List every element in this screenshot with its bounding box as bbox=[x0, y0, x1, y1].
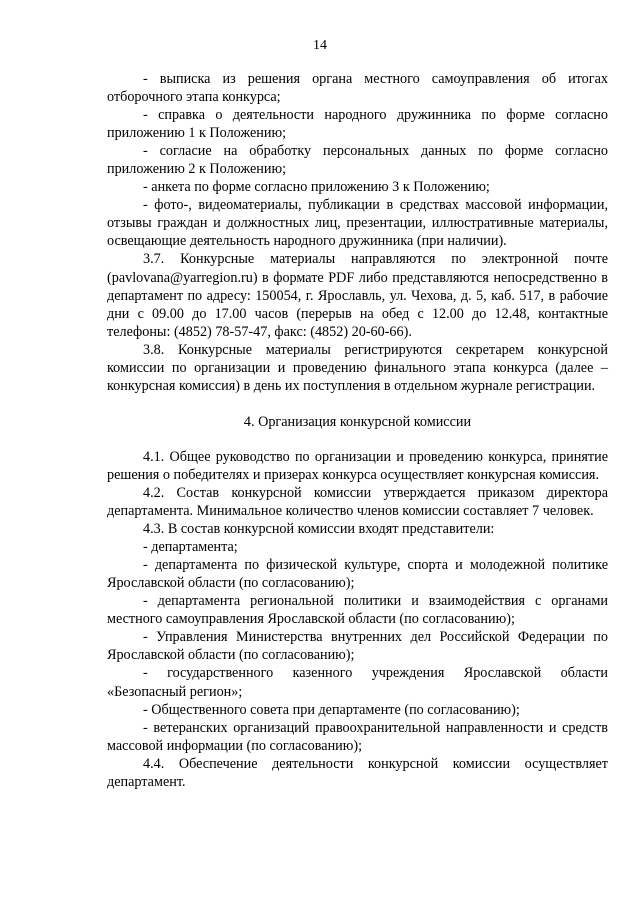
list-item: - справка о деятельности народного дружинника по форме согласно приложению 1 к Положению; bbox=[107, 107, 608, 142]
list-item: - Управления Министерства внутренних дел Российской Федерации по Ярославской области (по согласованию); bbox=[107, 629, 608, 664]
list-item: - согласие на обработку персональных данных по форме согласно приложению 2 к Положению; bbox=[107, 143, 608, 178]
section-heading: 4. Организация конкурсной комиссии bbox=[243, 413, 472, 430]
list-item: - департамента; bbox=[143, 539, 238, 556]
clause-3-7: 3.7. Конкурсные материалы направляются по электронной почте (pavlovana@yarregion.ru) в формате PDF либо представляются непосредственно в департамент по адресу: 150054, г. Ярославль, ул. Чехова, д. 5, каб. 517, в рабочие дни с 09.00 до 17.00 часов (перерыв на обед с 12.00 до 12.48, контактные телефоны: (4852) 78-57-47, факс: (4852) 20-60-66). bbox=[107, 251, 608, 340]
document-body bbox=[107, 70, 608, 791]
list-item: - государственного казенного учреждения Ярославской области «Безопасный регион»; bbox=[107, 665, 608, 700]
clause-3-8: 3.8. Конкурсные материалы регистрируются секретарем конкурсной комиссии по организации и проведению финального этапа конкурса (далее – конкурсная комиссия) в день их поступления в отдельном журнале регистрации. bbox=[107, 341, 608, 394]
list-item: - выписка из решения органа местного самоуправления об итогах отборочного этапа конкурса; bbox=[107, 71, 608, 106]
clause-4-4: 4.4. Обеспечение деятельности конкурсной комиссии осуществляет департамент. bbox=[107, 755, 608, 790]
list-item: - анкета по форме согласно приложению 3 к Положению; bbox=[143, 179, 490, 196]
list-item: - ветеранских организаций правоохранительной направленности и средств массовой информации (по согласованию); bbox=[107, 719, 608, 754]
list-item: - департамента региональной политики и взаимодействия с органами местного самоуправления Ярославской области (по согласованию); bbox=[107, 593, 608, 628]
list-item: - Общественного совета при департаменте (по согласованию); bbox=[143, 701, 520, 718]
list-item: - департамента по физической культуре, спорта и молодежной политике Ярославской области (по согласованию); bbox=[107, 557, 608, 592]
clause-4-1: 4.1. Общее руководство по организации и проведению конкурса, принятие решения о победителях и призерах конкурса осуществляет конкурсная комиссия. bbox=[107, 448, 608, 483]
page-number: 14 bbox=[313, 38, 327, 53]
list-item: - фото-, видеоматериалы, публикации в средствах массовой информации, отзывы граждан и должностных лиц, презентации, иллюстративные материалы, освещающие деятельность народного дружинника (при наличии). bbox=[107, 197, 608, 250]
clause-4-3: 4.3. В состав конкурсной комиссии входят представители: bbox=[143, 521, 495, 538]
clause-4-2: 4.2. Состав конкурсной комиссии утверждается приказом директора департамента. Минимальное количество членов комиссии составляет 7 человек. bbox=[107, 484, 608, 520]
